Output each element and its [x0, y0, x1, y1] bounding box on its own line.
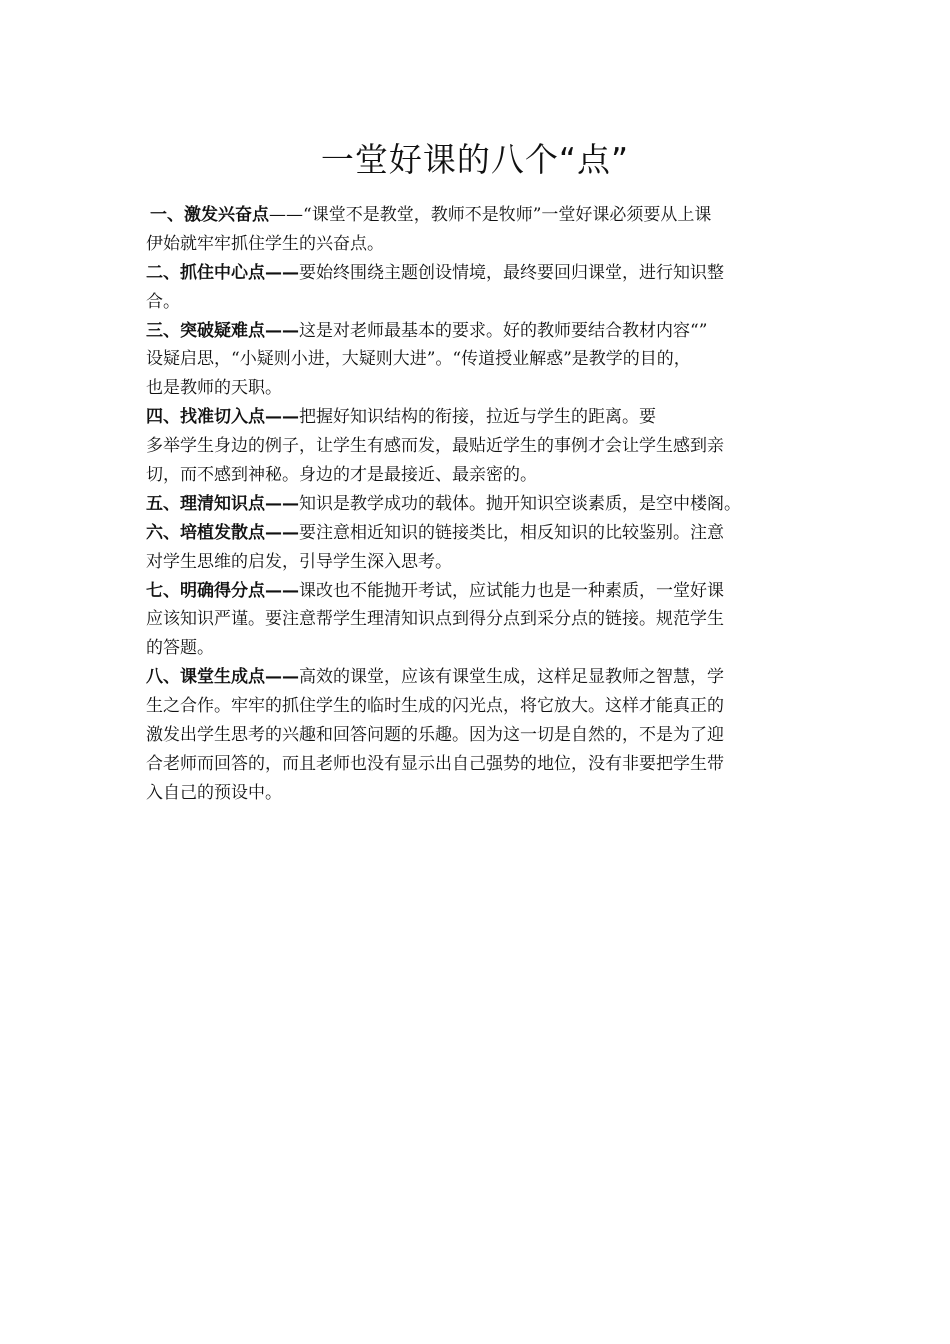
section-3 [146, 317, 812, 404]
section-6-line-2: 对学生思维的启发，引导学生深入思考。 [146, 551, 452, 572]
section-5-heading: 五、理清知识点—— [146, 493, 299, 514]
section-1-heading: 一、激发兴奋点 [150, 205, 269, 225]
section-2-line-2: 合。 [146, 291, 180, 312]
section-4-text-1: 把握好知识结构的衔接，拉近与学生的距离。要 [299, 407, 656, 428]
section-1-line-1 [146, 201, 812, 230]
section-8-line-5: 入自己的预设中。 [146, 782, 282, 803]
section-3-text-1: 这是对老师最基本的要求。好的教师要结合教材内容“” [299, 320, 708, 341]
section-6-line-1 [146, 519, 812, 548]
section-6-heading: 六、培植发散点—— [146, 522, 299, 543]
section-5-line-1 [146, 490, 812, 519]
section-3-line-1 [146, 317, 812, 346]
section-8-line-3: 激发出学生思考的兴趣和回答问题的乐趣。因为这一切是自然的，不是为了迎 [146, 725, 724, 746]
page-title: 一堂好课的八个“点” [320, 140, 630, 179]
section-8-heading: 八、课堂生成点—— [146, 667, 299, 688]
section-3-line-2: 设疑启思，“小疑则小进，大疑则大进”。“传道授业解惑”是教学的目的， [146, 349, 691, 370]
section-3-heading: 三、突破疑难点—— [146, 320, 299, 341]
section-2 [146, 259, 812, 317]
section-1-text-1: ——“课堂不是教堂，教师不是牧师”一堂好课必须要从上课 [269, 205, 712, 225]
section-2-line-1 [146, 259, 812, 288]
section-4-heading: 四、找准切入点—— [146, 407, 299, 428]
section-7-line-1 [146, 577, 812, 606]
section-4-line-3: 切，而不感到神秘。身边的才是最接近、最亲密的。 [146, 465, 537, 486]
section-8-line-4: 合老师而回答的，而且老师也没有显示出自己强势的地位，没有非要把学生带 [146, 753, 724, 774]
section-3-line-3: 也是教师的天职。 [146, 378, 282, 399]
section-4 [146, 403, 812, 490]
section-2-text-1: 要始终围绕主题创设情境，最终要回归课堂，进行知识整 [299, 262, 724, 283]
section-7-line-2: 应该知识严谨。要注意帮学生理清知识点到得分点到采分点的链接。规范学生 [146, 609, 724, 630]
document-body [146, 201, 812, 808]
section-8-line-1 [146, 663, 812, 692]
section-2-heading: 二、抓住中心点—— [146, 262, 299, 283]
section-7 [146, 577, 812, 664]
section-8 [146, 663, 812, 807]
section-5-text-1: 知识是教学成功的载体。抛开知识空谈素质，是空中楼阁。 [299, 493, 741, 514]
section-8-line-2: 生之合作。牢牢的抓住学生的临时生成的闪光点，将它放大。这样才能真正的 [146, 696, 724, 717]
section-7-heading: 七、明确得分点—— [146, 580, 299, 601]
section-6-text-1: 要注意相近知识的链接类比，相反知识的比较鉴别。注意 [299, 522, 724, 543]
section-1 [146, 201, 812, 259]
section-4-line-2: 多举学生身边的例子，让学生有感而发，最贴近学生的事例才会让学生感到亲 [146, 436, 724, 457]
section-1-line-2: 伊始就牢牢抓住学生的兴奋点。 [146, 233, 384, 254]
section-6 [146, 519, 812, 577]
section-8-text-1: 高效的课堂，应该有课堂生成，这样足显教师之智慧，学 [299, 667, 724, 688]
section-7-line-3: 的答题。 [146, 638, 214, 659]
section-4-line-1 [146, 403, 812, 432]
section-5 [146, 490, 812, 519]
section-7-text-1: 课改也不能抛开考试，应试能力也是一种素质，一堂好课 [299, 580, 724, 601]
